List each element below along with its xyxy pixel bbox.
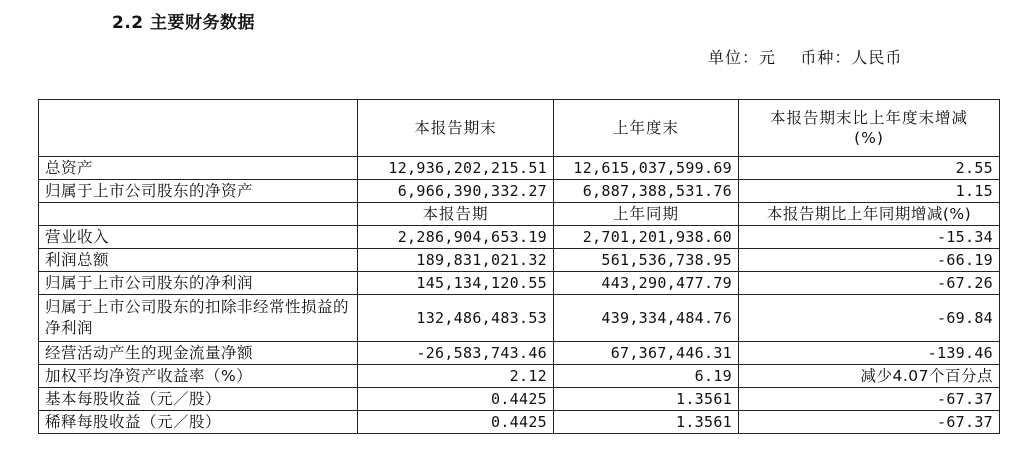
table-row: [39, 272, 1000, 295]
row-label: 稀释每股收益（元／股）: [39, 411, 358, 434]
table-subheader-row: [39, 203, 1000, 226]
row-current: 145,134,120.55: [358, 272, 554, 295]
row-label: 利润总额: [39, 249, 358, 272]
row-label: 基本每股收益（元／股）: [39, 388, 358, 411]
row-previous: 1.3561: [554, 388, 739, 411]
subheader-period: 本报告期: [358, 203, 554, 226]
table-row: [39, 295, 1000, 342]
row-change: 2.55: [739, 157, 1000, 180]
currency-label: 币种：人民币: [800, 48, 903, 67]
table-row: [39, 342, 1000, 365]
row-previous: 443,290,477.79: [554, 272, 739, 295]
table-row: [39, 157, 1000, 180]
row-previous: 6.19: [554, 365, 739, 388]
row-change: -67.37: [739, 388, 1000, 411]
row-label: 加权平均净资产收益率（%）: [39, 365, 358, 388]
header-change-line2: (%): [854, 129, 884, 147]
table-row: [39, 411, 1000, 434]
row-current: 0.4425: [358, 388, 554, 411]
row-label: 归属于上市公司股东的净资产: [39, 180, 358, 203]
unit-note: [708, 45, 902, 68]
row-label: 归属于上市公司股东的净利润: [39, 272, 358, 295]
subheader-change-pct: 本报告期比上年同期增减(%): [739, 203, 1000, 226]
row-change: 1.15: [739, 180, 1000, 203]
row-change: -15.34: [739, 226, 1000, 249]
section-heading: 2.2 主要财务数据: [112, 13, 256, 33]
row-previous: 439,334,484.76: [554, 295, 739, 342]
row-current: 132,486,483.53: [358, 295, 554, 342]
header-change-pct: [739, 100, 1000, 157]
header-prior-year-end: 上年度末: [554, 100, 739, 157]
row-current: 2,286,904,653.19: [358, 226, 554, 249]
row-current: 6,966,390,332.27: [358, 180, 554, 203]
row-previous: 1.3561: [554, 411, 739, 434]
row-previous: 561,536,738.95: [554, 249, 739, 272]
row-current: -26,583,743.46: [358, 342, 554, 365]
row-previous: 67,367,446.31: [554, 342, 739, 365]
table-row: [39, 388, 1000, 411]
row-label: 经营活动产生的现金流量净额: [39, 342, 358, 365]
table-row: [39, 249, 1000, 272]
row-previous: 2,701,201,938.60: [554, 226, 739, 249]
row-current: 0.4425: [358, 411, 554, 434]
table-row: [39, 365, 1000, 388]
row-change: -139.46: [739, 342, 1000, 365]
financial-data-table: [38, 99, 1000, 434]
row-previous: 12,615,037,599.69: [554, 157, 739, 180]
header-period-end: 本报告期末: [358, 100, 554, 157]
table-header-row: [39, 100, 1000, 157]
row-label: 总资产: [39, 157, 358, 180]
row-label: 营业收入: [39, 226, 358, 249]
row-previous: 6,887,388,531.76: [554, 180, 739, 203]
row-change: -69.84: [739, 295, 1000, 342]
subheader-prior-period: 上年同期: [554, 203, 739, 226]
header-blank-cell: [39, 100, 358, 157]
row-current: 2.12: [358, 365, 554, 388]
row-change: 减少4.07个百分点: [739, 365, 1000, 388]
unit-label: 单位：元: [708, 48, 777, 67]
row-change: -66.19: [739, 249, 1000, 272]
row-change: -67.26: [739, 272, 1000, 295]
header-change-line1: 本报告期末比上年度末增减: [769, 109, 968, 127]
row-label: 归属于上市公司股东的扣除非经常性损益的净利润: [39, 295, 358, 342]
table-row: [39, 180, 1000, 203]
row-current: 189,831,021.32: [358, 249, 554, 272]
row-change: -67.37: [739, 411, 1000, 434]
subheader-blank-cell: [39, 203, 358, 226]
table-row: [39, 226, 1000, 249]
row-current: 12,936,202,215.51: [358, 157, 554, 180]
